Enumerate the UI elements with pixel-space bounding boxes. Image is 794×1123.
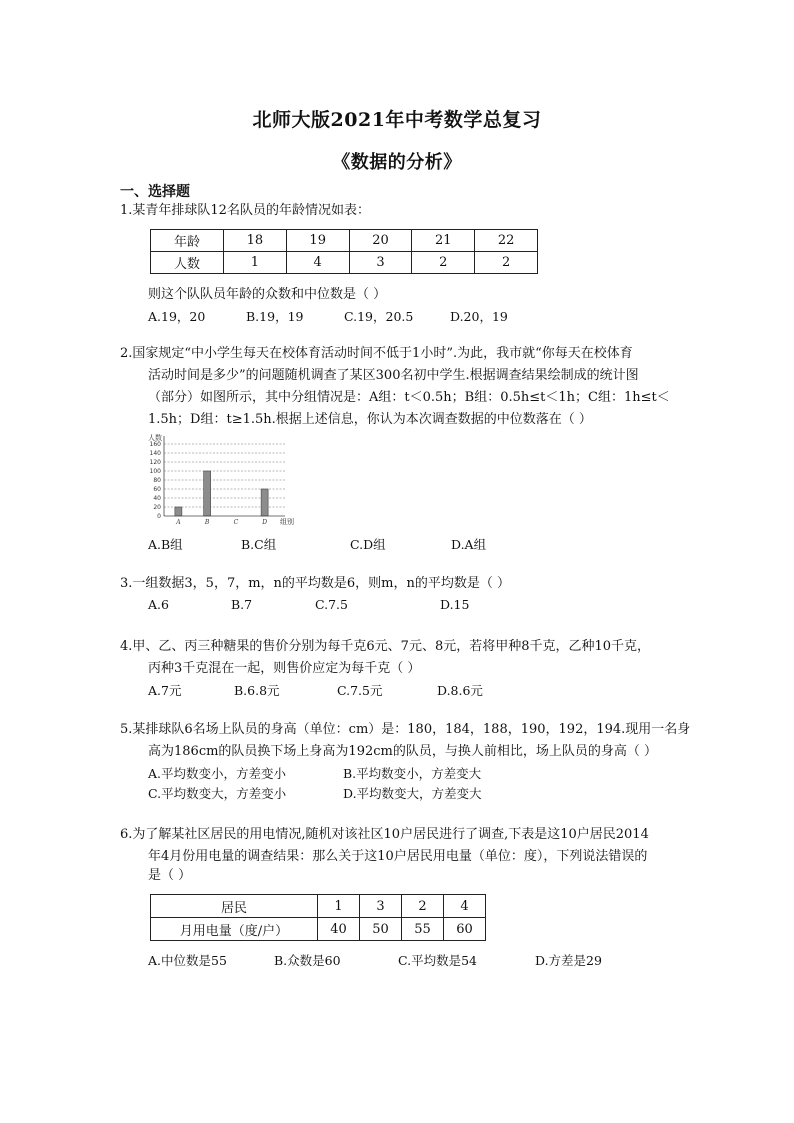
q1-cell: 4 [286,252,349,274]
chart-ytick-label: 80 [153,477,161,485]
q4-line: 丙种3千克混在一起，则售价应定为每千克（ ） [148,661,421,676]
chart-xlabel: 组别 [280,518,294,526]
q5-line: 高为186cm的队员换下场上身高为192cm的队员，与换人前相比，场上队员的身高（ ） [148,744,657,759]
chart-xtick-label: D [262,519,268,526]
chart-bar-A [175,507,182,516]
q6-cell: 60 [444,918,486,941]
q6-cell: 月用电量（度/户） [151,918,318,941]
q1-cell: 人数 [151,252,224,274]
q2-line: （部分）如图所示，其中分组情况是：A组：t＜0.5h；B组：0.5h≤t＜1h；C组：1h≤t＜ [148,390,670,405]
q6-cell: 3 [360,895,402,918]
q2-option-a: A.B组 [148,537,183,552]
page-subtitle: 《数据的分析》 [332,152,462,173]
q4-option-a: A.7元 [148,683,182,698]
chart-ylabel: 人数 [148,434,162,442]
q1-option-d: D.20，19 [450,309,508,324]
q4-line: 4.甲、乙、丙三种糖果的售价分别为每千克6元、7元、8元，若将甲种8千克，乙种10千克， [120,639,651,654]
page-title: 北师大版2021年中考数学总复习 [252,109,542,131]
q1-cell: 21 [412,230,475,252]
q6-cell: 4 [444,895,486,918]
q1-option-a: A.19，20 [148,309,206,324]
q1-cell: 22 [475,230,538,252]
q1-stem: 1.某青年排球队12名队员的年龄情况如表： [120,203,370,218]
q1-cell: 20 [349,230,412,252]
q5-option-c: C.平均数变大，方差变小 [148,786,287,801]
q6-line: 6.为了解某社区居民的用电情况,随机对该社区10户居民进行了调查,下表是这10户居民2014 [120,827,649,842]
q6-cell: 居民 [151,895,318,918]
q6-cell: 55 [402,918,444,941]
q1-ask: 则这个队队员年龄的众数和中位数是（ ） [148,287,387,302]
q1-cell: 18 [224,230,287,252]
chart-bar-D [261,489,268,516]
q5-option-b: B.平均数变小，方差变大 [343,766,482,781]
q6-cell: 50 [360,918,402,941]
q6-line: 年4月份用电量的调查结果：那么关于这10户居民用电量（单位：度），下列说法错误的 [148,849,648,864]
q2-option-c: C.D组 [350,537,386,552]
q5-option-d: D.平均数变大，方差变大 [343,786,482,801]
q4-option-b: B.6.8元 [234,683,280,698]
q2-option-d: D.A组 [451,537,487,552]
q4-option-d: D.8.6元 [437,683,483,698]
q2-option-b: B.C组 [241,537,277,552]
q6-option-c: C.平均数是54 [398,953,477,968]
q1-table [150,229,538,274]
q2-line: 1.5h；D组：t≥1.5h.根据上述信息，你认为本次调查数据的中位数落在（ ） [148,412,592,427]
chart-ytick-label: 120 [149,459,161,467]
chart-xtick-label: B [204,519,210,526]
q1-cell: 19 [286,230,349,252]
q6-cell: 1 [318,895,360,918]
q6-option-d: D.方差是29 [535,953,602,968]
q5-line: 5.某排球队6名场上队员的身高（单位：cm）是：180，184，188，190，192，194.现用一名身 [120,722,691,737]
chart-xtick-label: C [233,519,239,526]
chart-ytick-label: 140 [149,450,161,458]
chart-ytick-label: 40 [153,495,161,503]
q3-option-b: B.7 [231,597,253,612]
chart-ytick-label: 20 [153,504,161,512]
q1-cell: 2 [412,252,475,274]
q5-option-a: A.平均数变小，方差变小 [148,766,287,781]
q4-option-c: C.7.5元 [337,683,383,698]
chart-ytick-label: 0 [157,513,161,521]
section-heading: 一、选择题 [120,184,190,200]
q6-cell: 40 [318,918,360,941]
q1-cell: 1 [224,252,287,274]
q6-line: 是（ ） [148,868,192,883]
q3-option-c: C.7.5 [315,597,348,612]
q1-cell: 2 [475,252,538,274]
q6-cell: 2 [402,895,444,918]
chart-ytick-label: 160 [149,441,161,449]
q1-option-b: B.19，19 [246,309,304,324]
q1-cell: 3 [349,252,412,274]
q3-option-a: A.6 [148,597,169,612]
chart-xtick-label: A [176,519,181,526]
q1-cell: 年龄 [151,230,224,252]
q6-table [150,894,486,941]
q6-option-b: B.众数是60 [274,953,341,968]
bar-chart [140,430,300,530]
q2-line: 2.国家规定“中小学生每天在校体育活动时间不低于1小时”.为此，我市就“你每天在校体育 [120,346,633,361]
chart-ytick-label: 100 [149,468,161,476]
chart-bar-B [204,471,211,516]
q3-stem: 3.一组数据3，5，7，m，n的平均数是6，则m，n的平均数是（ ） [120,576,511,591]
q2-line: 活动时间是多少”的问题随机调查了某区300名初中学生.根据调查结果绘制成的统计图 [148,368,639,383]
chart-ytick-label: 60 [153,486,161,494]
q6-option-a: A.中位数是55 [148,953,227,968]
q3-option-d: D.15 [440,597,470,612]
q1-option-c: C.19，20.5 [344,309,414,324]
